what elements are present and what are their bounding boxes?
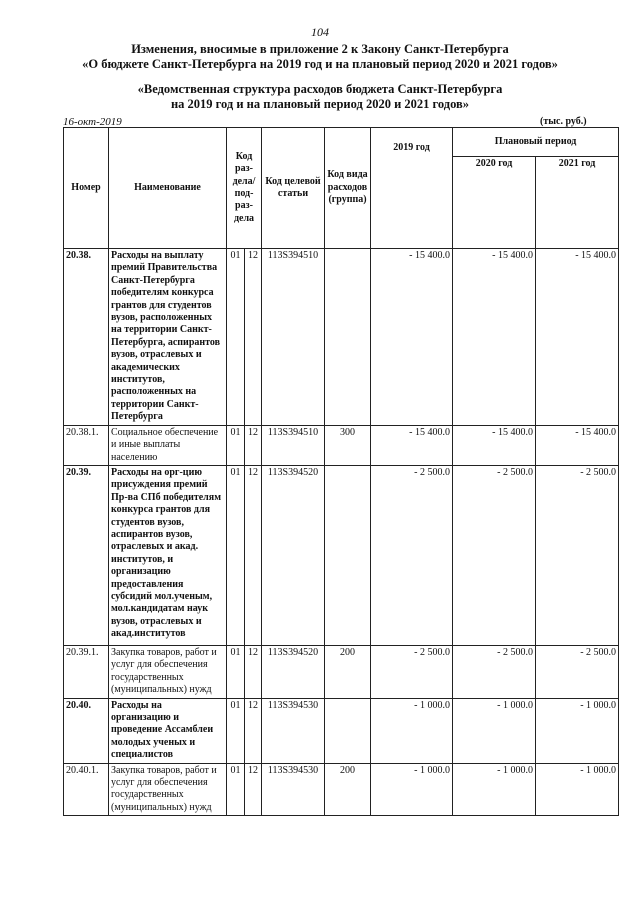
row-value-2020: - 15 400.0 [453,425,536,465]
header-section: Код раз- дела/ под- раз- дела [227,128,262,249]
header-2020: 2020 год [453,157,536,249]
row-type [325,249,371,426]
header-2019: 2019 год [371,128,453,249]
row-value-2021: - 15 400.0 [536,249,619,426]
row-subsection: 12 [245,425,262,465]
row-name: Расходы на выплату премий Правительства Санкт-Петербурга победителям конкурса грантов для студентов вузов, расположенных на территории Санкт-Петербурга, аспирантов вузов, отраслевых и академических институтов, расположенных на территории Санкт-Петербурга [109,249,227,426]
row-value-2021: - 1 000.0 [536,763,619,816]
row-value-2021: - 2 500.0 [536,645,619,698]
document-date: 16-окт-2019 [63,116,122,128]
table-row [64,645,619,698]
row-name: Расходы на организацию и проведение Ассамблеи молодых ученых и специалистов [109,698,227,763]
row-target: 113S394520 [262,465,325,645]
row-subsection: 12 [245,763,262,816]
row-number: 20.38.1. [64,425,109,465]
row-number: 20.38. [64,249,109,426]
budget-table [63,127,619,816]
row-name: Закупка товаров, работ и услуг для обеспечения государственных (муниципальных) нужд [109,645,227,698]
row-section: 01 [227,763,245,816]
row-section: 01 [227,249,245,426]
row-type [325,698,371,763]
header-2021: 2021 год [536,157,619,249]
row-name: Закупка товаров, работ и услуг для обеспечения государственных (муниципальных) нужд [109,763,227,816]
row-subsection: 12 [245,698,262,763]
table-row [64,763,619,816]
row-type [325,465,371,645]
row-value-2020: - 2 500.0 [453,465,536,645]
row-number: 20.39.1. [64,645,109,698]
row-number: 20.39. [64,465,109,645]
row-value-2021: - 15 400.0 [536,425,619,465]
header-name: Наименование [109,128,227,249]
row-name: Расходы на орг-цию присуждения премий Пр-ва СПб победителям конкурса грантов для студентов вузов, аспирантов вузов, отраслевых и акад. институтов, и организацию предоставления субсидий мол.ученым, мол.кандидатам наук вузов, отраслевых и акад.институтов [109,465,227,645]
page-number: 104 [311,25,329,39]
table-row [64,465,619,645]
row-value-2020: - 1 000.0 [453,763,536,816]
row-value-2019: - 15 400.0 [371,425,453,465]
row-subsection: 12 [245,249,262,426]
row-number: 20.40.1. [64,763,109,816]
row-number: 20.40. [64,698,109,763]
row-section: 01 [227,645,245,698]
header-type: Код вида расходов (группа) [325,128,371,249]
header-target: Код целевой статьи [262,128,325,249]
row-value-2019: - 1 000.0 [371,698,453,763]
title-line-3: «Ведомственная структура расходов бюджета Санкт-Петербурга [137,82,503,96]
table-row [64,698,619,763]
row-target: 113S394520 [262,645,325,698]
row-target: 113S394530 [262,698,325,763]
row-subsection: 12 [245,645,262,698]
row-section: 01 [227,425,245,465]
title-line-1: Изменения, вносимые в приложение 2 к Закону Санкт-Петербурга [131,42,509,56]
row-section: 01 [227,465,245,645]
row-value-2019: - 2 500.0 [371,465,453,645]
row-target: 113S394530 [262,763,325,816]
row-subsection: 12 [245,465,262,645]
table-row [64,425,619,465]
row-value-2021: - 1 000.0 [536,698,619,763]
row-value-2020: - 15 400.0 [453,249,536,426]
row-value-2019: - 15 400.0 [371,249,453,426]
title-line-2: «О бюджете Санкт-Петербурга на 2019 год и на плановый период 2020 и 2021 годов» [82,57,558,71]
units-label: (тыс. руб.) [540,116,587,127]
header-planned: Плановый период [453,128,619,157]
row-type: 300 [325,425,371,465]
row-type: 200 [325,763,371,816]
row-value-2019: - 2 500.0 [371,645,453,698]
row-target: 113S394510 [262,425,325,465]
header-number: Номер [64,128,109,249]
row-value-2020: - 2 500.0 [453,645,536,698]
row-value-2020: - 1 000.0 [453,698,536,763]
row-target: 113S394510 [262,249,325,426]
row-section: 01 [227,698,245,763]
row-value-2019: - 1 000.0 [371,763,453,816]
row-value-2021: - 2 500.0 [536,465,619,645]
row-name: Социальное обеспечение и иные выплаты населению [109,425,227,465]
table-row [64,249,619,426]
row-type: 200 [325,645,371,698]
title-line-4: на 2019 год и на плановый период 2020 и 2021 годов» [170,97,470,111]
